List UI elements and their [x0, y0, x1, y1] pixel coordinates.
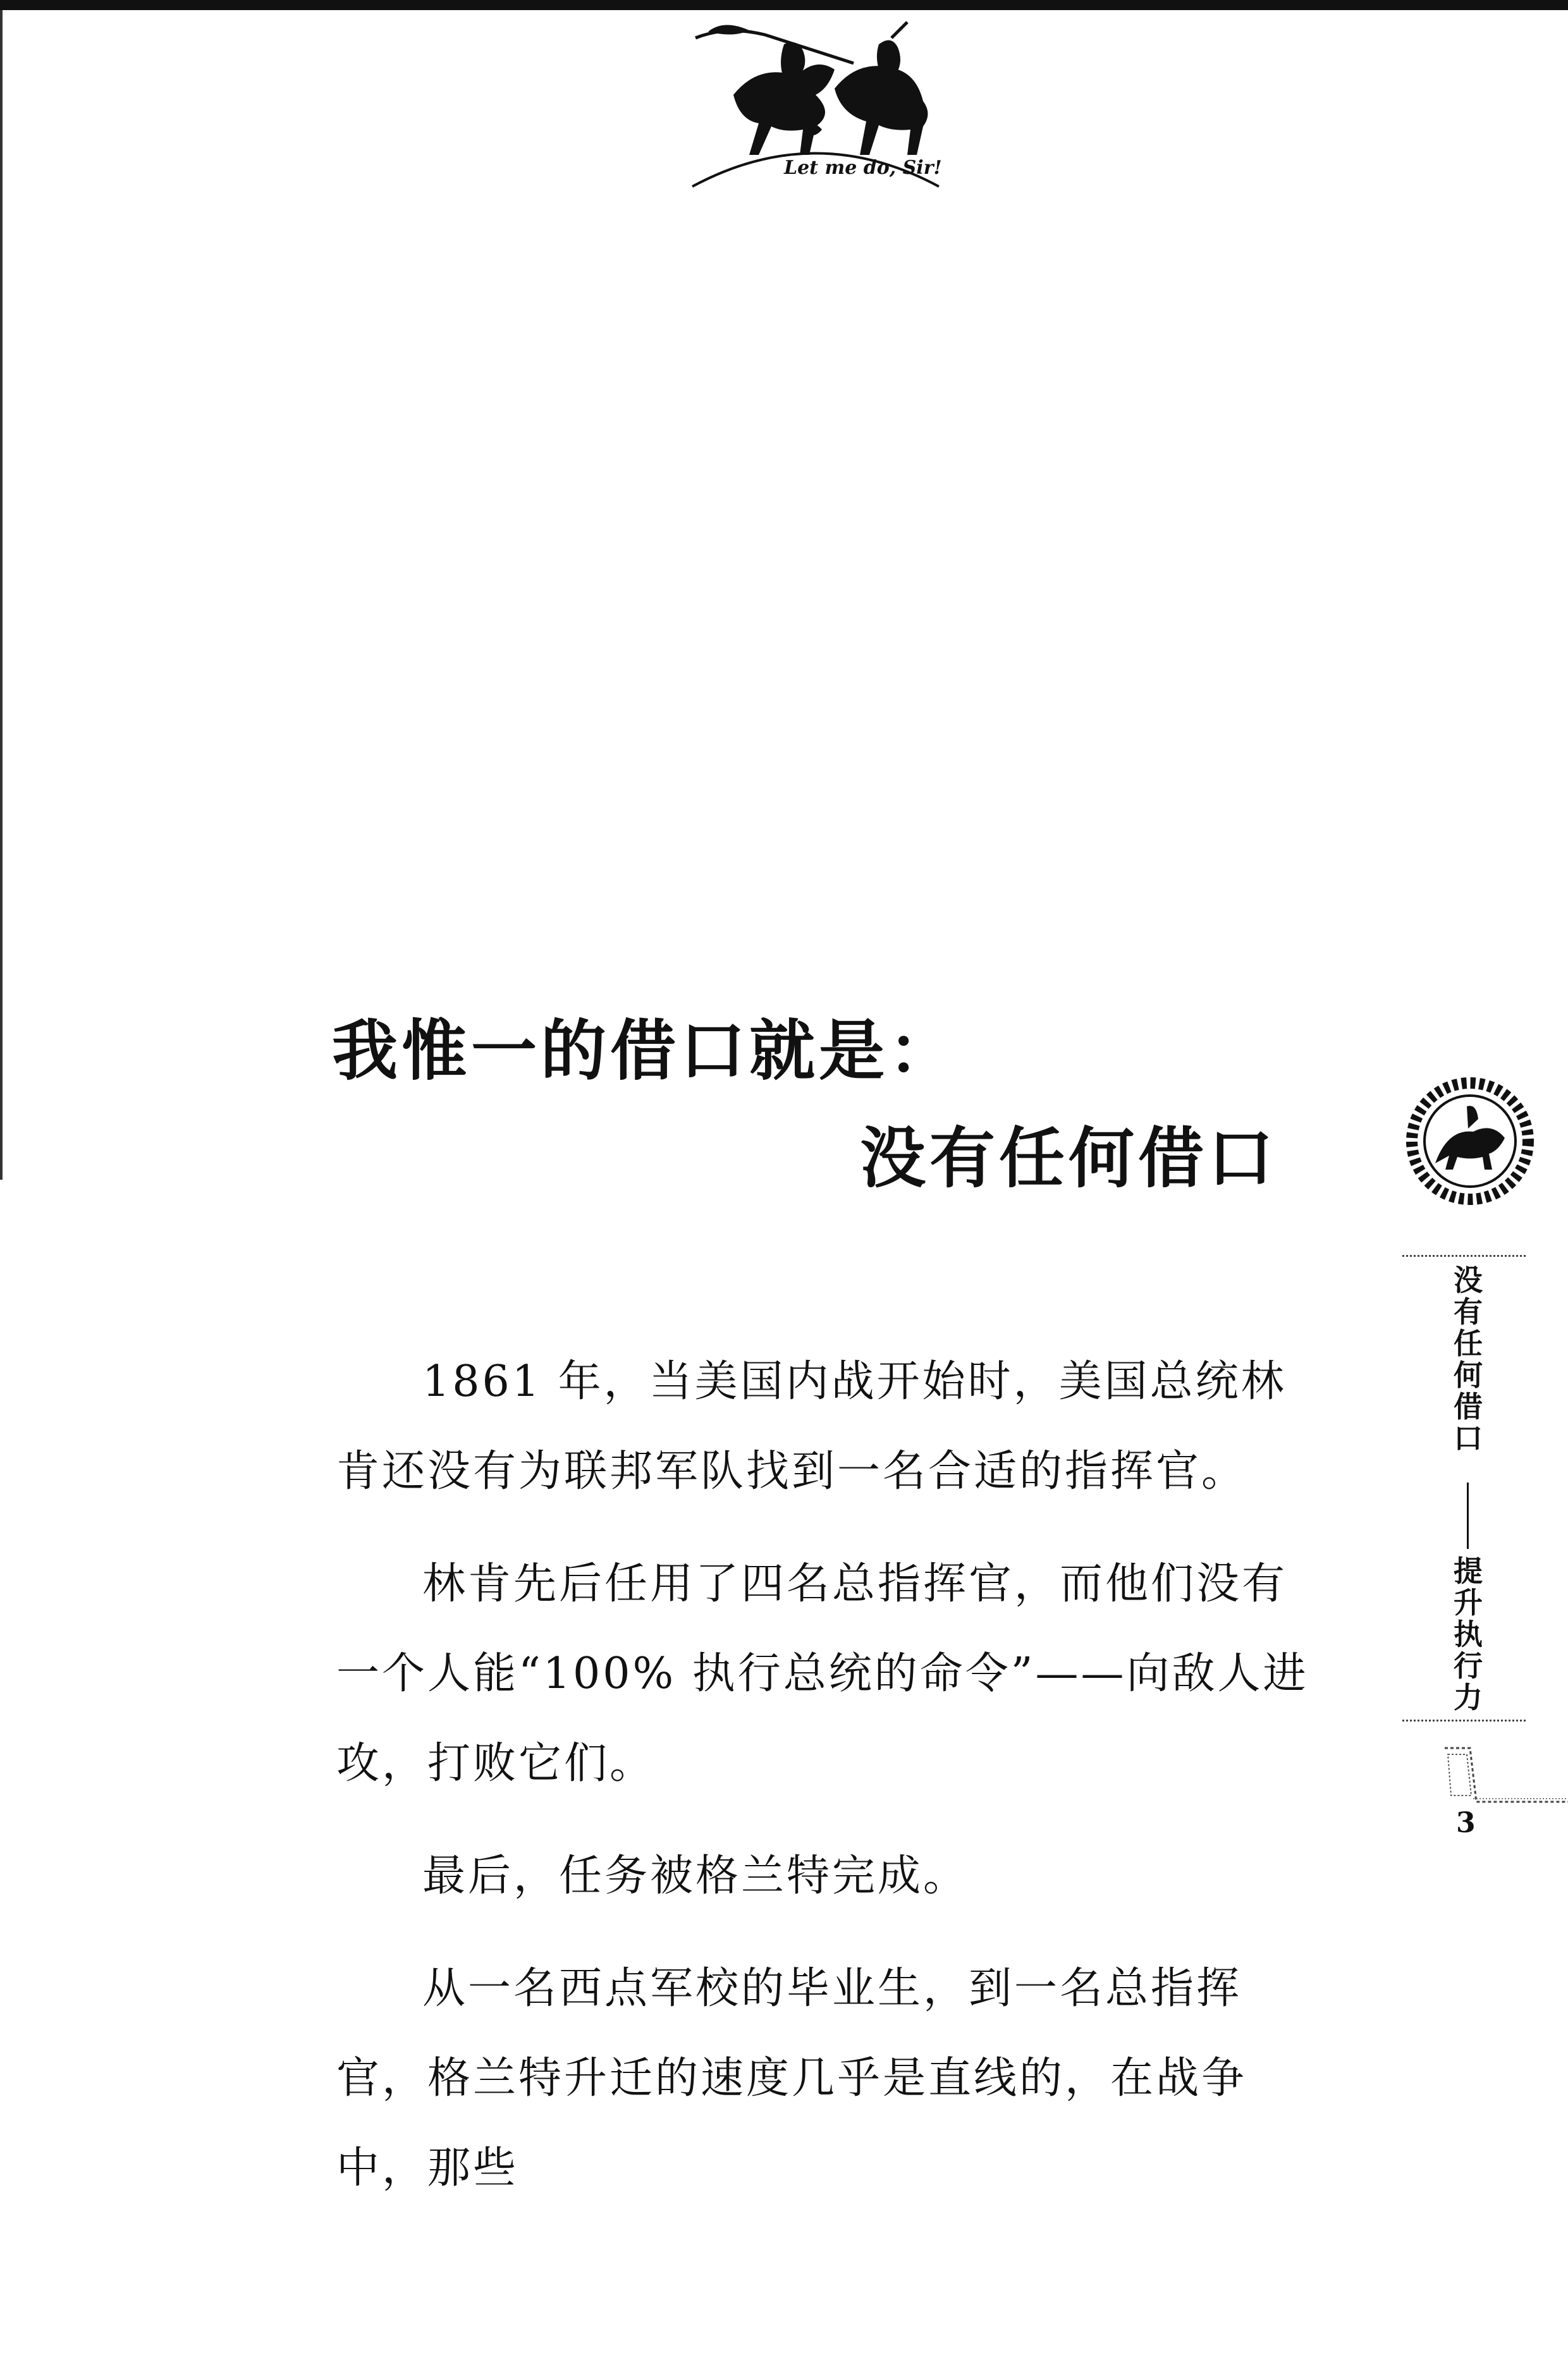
body-text	[336, 1337, 1310, 2236]
paragraph: 1861 年，当美国内战开始时，美国总统林肯还没有为联邦军队找到一名合适的指挥官。	[336, 1357, 1287, 1496]
paragraph: 林肯先后任用了四名总指挥官，而他们没有一个人能“100% 执行总统的命令”——向敌人进攻，打败它们。	[336, 1559, 1309, 1789]
side-subtitle: 提升执行力	[1454, 1554, 1483, 1715]
paragraph: 从一名西点军校的毕业生，到一名总指挥官，格兰特升迁的速度几乎是直线的，在战争中，那些	[336, 1964, 1247, 2193]
top-border-rule	[0, 0, 1568, 10]
left-page-edge	[0, 10, 3, 1180]
side-title-dash	[1467, 1483, 1469, 1549]
side-divider-top	[1402, 1255, 1526, 1257]
side-emblem	[1397, 1068, 1543, 1214]
laurel-wreath-emblem-icon	[1397, 1068, 1543, 1214]
header-motto: Let me do, Sir!	[784, 157, 942, 179]
paragraph: 最后，任务被格兰特完成。	[422, 1851, 969, 1901]
header-emblem	[689, 19, 948, 190]
side-divider-bottom	[1402, 1720, 1526, 1722]
page-number: 3	[1456, 1807, 1476, 1839]
chapter-title-line-1: 我惟一的借口就是：	[332, 1012, 959, 1089]
page-number-tab	[1432, 1735, 1568, 1805]
chapter-title-line-2: 没有任何借口	[860, 1119, 1278, 1197]
side-book-title: 没有任何借口	[1454, 1263, 1483, 1455]
